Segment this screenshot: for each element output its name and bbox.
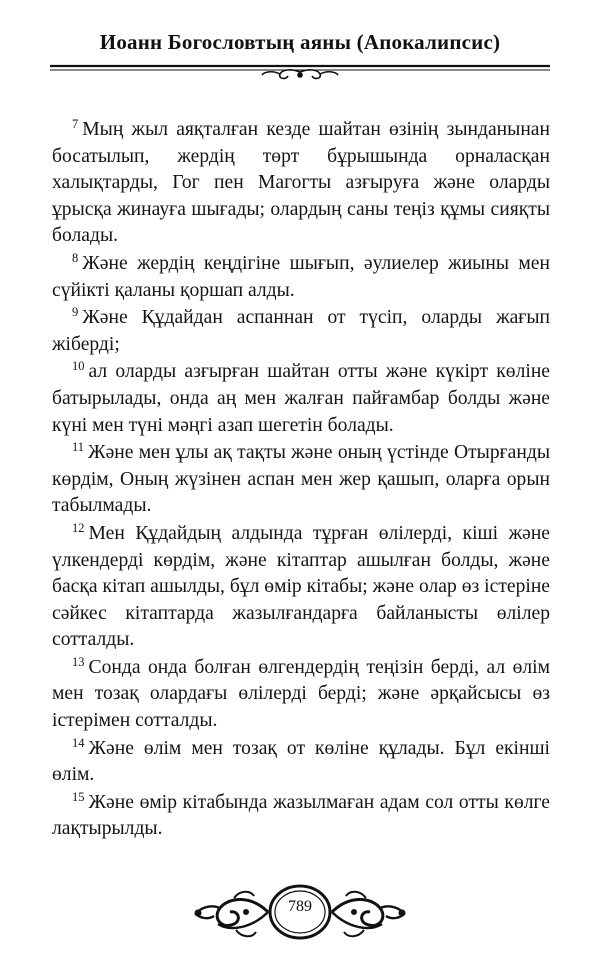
- header-rule: [50, 62, 550, 82]
- verses-body: [52, 117, 550, 844]
- running-title: Иоанн Богословтың аяны (Апокалипсис): [99, 30, 501, 54]
- verse-11: [52, 440, 550, 520]
- verse-9: [52, 305, 550, 358]
- verse-number: 15: [72, 789, 85, 804]
- page-number: 789: [288, 898, 312, 915]
- scroll-flourish-icon: [262, 70, 338, 79]
- verse-text: Және мен ұлы ақ тақты және оның үстінде Отырғанды көрдім, Оның жүзінен аспан мен жер қашып, оларға орын табылмады.: [52, 442, 550, 517]
- verse-7: [52, 117, 550, 250]
- verse-text: Сонда онда болған өлгендердің теңізін берді, ал өлім мен тозақ олардағы өлілерді берді; және әрқайсысы өз істерімен сотталды.: [52, 656, 550, 732]
- verse-number: 12: [72, 520, 85, 535]
- verse-text: ал оларды азғырған шайтан отты және күкірт көліне батырылады, онда аң мен жалған пайғамбар болды және күні мен түні мәңгі азап шегетін болады.: [52, 361, 550, 436]
- verse-text: Мың жыл аяқталған кезде шайтан өзінің зынданынан босатылып, жердің төрт бұрышында орналасқан халықтарды, Гог пен Магогты азғыруға және оларды ұрысқа жинауға шығады; олардың саны теңіз құмы сияқты болады.: [52, 119, 550, 247]
- verse-number: 13: [72, 654, 85, 669]
- verse-number: 14: [72, 735, 85, 750]
- verse-14: [52, 736, 550, 789]
- verse-number: 9: [72, 305, 79, 320]
- verse-12: [52, 521, 550, 654]
- verse-number: 7: [72, 117, 79, 131]
- verse-text: Және өлім мен тозақ от көліне құлады. Бұл екінші өлім.: [52, 737, 550, 786]
- verse-10: [52, 359, 550, 439]
- verse-13: [52, 655, 550, 735]
- verse-text: Және жердің кеңдігіне шығып, әулиелер жиыны мен сүйікті қаланы қоршап алды.: [52, 252, 550, 301]
- verse-number: 8: [72, 250, 79, 265]
- verse-number: 11: [72, 440, 85, 455]
- verse-text: Мен Құдайдың алдында тұрған өлілерді, кіші және үлкендерді көрдім, және кітаптар ашылған болды, және басқа кітап ашылды, бұл өмір кітабы; және олар өз істеріне сәйкес кітаптарда жазылғандарға байланысты өлілер сотталды.: [52, 522, 550, 651]
- verse-number: 10: [72, 359, 85, 374]
- verse-text: Және Құдайдан аспаннан от түсіп, оларды жағып жіберді;: [52, 307, 550, 355]
- verse-8: [52, 251, 550, 304]
- verse-15: [52, 790, 550, 843]
- verse-text: Және өмір кітабында жазылмаған адам сол отты көлге лақтырылды.: [52, 791, 550, 840]
